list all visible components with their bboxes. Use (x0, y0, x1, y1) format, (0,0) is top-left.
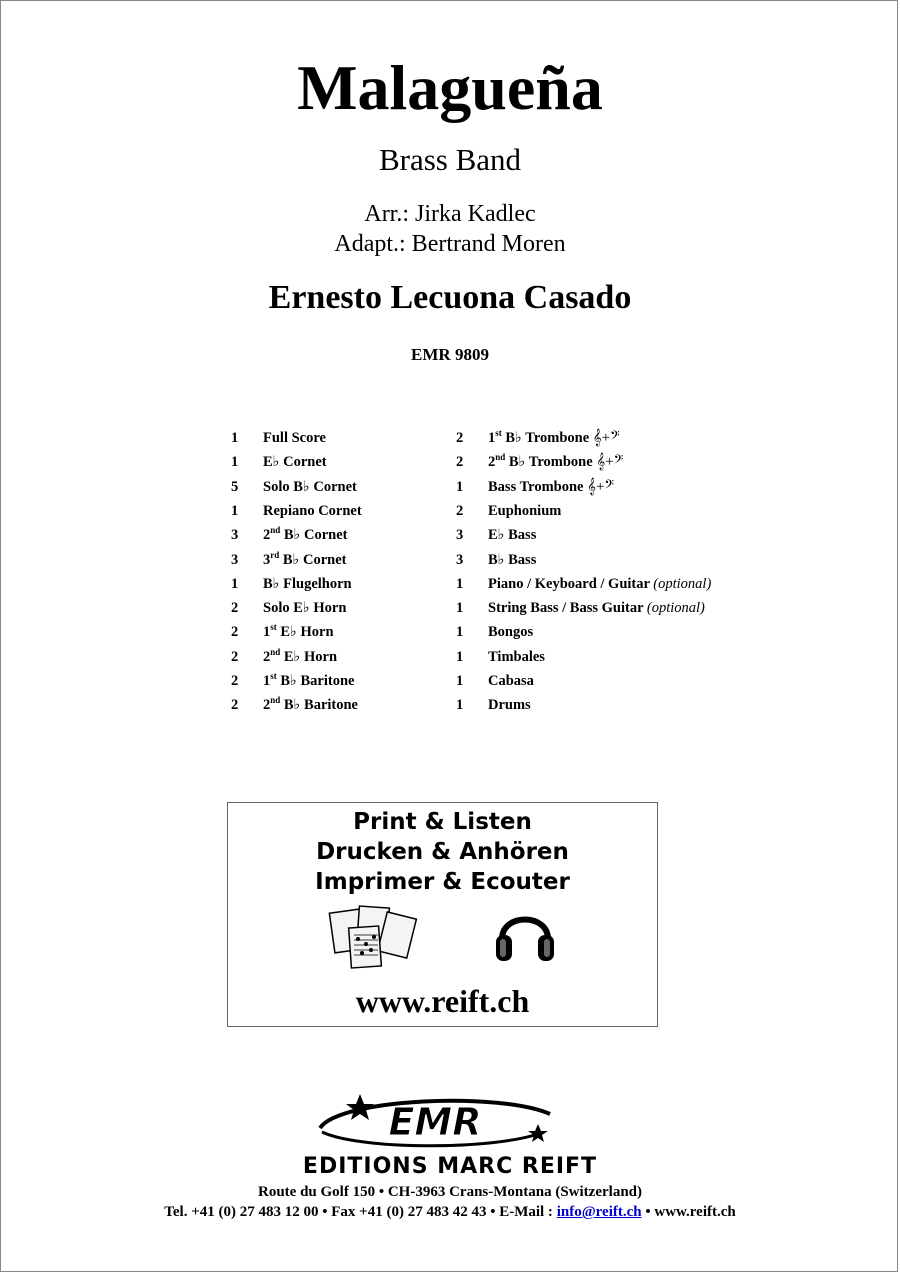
page-title: Malagueña (297, 52, 603, 123)
optional-note: (optional) (653, 575, 712, 592)
instrument-quantity: 1 (231, 502, 239, 519)
instrument-quantity: 1 (231, 575, 239, 592)
instrument-label: E♭ Cornet (263, 454, 327, 471)
logo-lettering: EMR (388, 1100, 482, 1144)
instrument-name (488, 645, 545, 669)
instrument-name (488, 693, 531, 717)
instrument-label: Drums (488, 697, 531, 714)
composer-name: Ernesto Lecuona Casado (268, 279, 632, 316)
instrument-label: Piano / Keyboard / Guitar (488, 575, 650, 592)
publisher-name: EDITIONS MARC REIFT (302, 1154, 598, 1179)
instrument-quantity: 1 (456, 697, 464, 714)
part-ordinal: 2 (263, 648, 271, 665)
instrument-name (488, 620, 533, 644)
optional-note: (optional) (646, 600, 705, 617)
part-ordinal: 1 (488, 430, 496, 446)
instrument-quantity: 5 (231, 478, 239, 495)
clef-icon: 𝄞+𝄢 (592, 430, 620, 446)
instrument-name (488, 475, 614, 499)
instrument-label: Solo E♭ Horn (263, 600, 347, 617)
instrument-name (488, 572, 711, 596)
part-ordinal: 2 (488, 454, 496, 471)
instrument-name (263, 475, 357, 499)
instrument-name (488, 548, 536, 572)
instrument-name (263, 426, 326, 450)
ordinal-suffix: st (495, 428, 502, 439)
instrument-quantity: 2 (231, 648, 239, 665)
instrument-quantity: 3 (456, 527, 464, 544)
instrument-label: Cabasa (488, 673, 534, 689)
sheet-music-icon (328, 903, 420, 973)
instrument-quantity: 1 (456, 673, 464, 689)
instrument-name (263, 669, 354, 693)
part-ordinal: 2 (263, 697, 271, 714)
adapter-credit: Adapt.: Bertrand Moren (334, 231, 566, 257)
instrument-label: E♭ Horn (283, 648, 338, 665)
instrument-quantity: 2 (456, 454, 464, 471)
instrument-name (263, 693, 358, 717)
instrument-quantity: 3 (456, 551, 464, 568)
part-ordinal: 1 (263, 624, 271, 641)
clef-icon: 𝄞+𝄢 (587, 478, 615, 495)
instrument-label: Full Score (263, 430, 326, 446)
instrument-name (263, 548, 347, 572)
instrument-name (488, 450, 623, 474)
instrument-quantity: 2 (231, 624, 239, 641)
instrument-name (488, 596, 705, 620)
headphones-icon (490, 899, 560, 969)
instrument-name (263, 572, 352, 596)
instrument-name (488, 426, 620, 450)
instrument-quantity: 1 (231, 454, 239, 471)
contact-phone-fax: Tel. +41 (0) 27 483 12 00 • Fax +41 (0) 27 483 42 43 • E-Mail : (164, 1204, 557, 1220)
arranger-credit: Arr.: Jirka Kadlec (364, 201, 536, 227)
instrument-name (488, 669, 534, 693)
instrument-name (488, 499, 561, 523)
ordinal-suffix: st (270, 622, 277, 633)
instrument-quantity: 2 (231, 697, 239, 714)
promo-line-french: Imprimer & Ecouter (315, 869, 570, 895)
ordinal-suffix: nd (495, 452, 506, 463)
ordinal-suffix: nd (270, 646, 281, 657)
catalog-number: EMR 9809 (411, 345, 489, 364)
promo-website: www.reift.ch (355, 983, 530, 1019)
instrument-label: E♭ Horn (280, 624, 334, 641)
instrument-label: B♭ Trombone (508, 454, 593, 471)
part-ordinal: 1 (263, 673, 271, 689)
ordinal-suffix: nd (270, 695, 281, 706)
instrument-name (488, 523, 536, 547)
emr-logo (300, 1088, 560, 1152)
instrument-label: E♭ Bass (488, 527, 537, 544)
instrument-name (263, 523, 348, 547)
instrument-label: B♭ Flugelhorn (263, 575, 352, 592)
instrument-label: B♭ Baritone (283, 697, 358, 714)
instrument-label: Bass Trombone (488, 478, 584, 495)
instrument-quantity: 1 (456, 624, 464, 641)
promo-line-german: Drucken & Anhören (316, 839, 569, 865)
instrument-name (263, 596, 346, 620)
instrument-label: B♭ Cornet (283, 527, 348, 544)
instrument-label: Bongos (488, 624, 534, 641)
instrument-name (263, 450, 327, 474)
instrument-quantity: 3 (231, 527, 239, 544)
instrument-quantity: 1 (456, 600, 464, 617)
instrument-label: Repiano Cornet (263, 502, 362, 519)
instrument-name (263, 645, 337, 669)
instrument-quantity: 2 (456, 502, 464, 519)
part-ordinal: 2 (263, 527, 271, 544)
ordinal-suffix: nd (270, 525, 281, 536)
ordinal-suffix: rd (270, 549, 280, 560)
instrument-label: B♭ Cornet (282, 551, 347, 568)
instrument-label: B♭ Trombone (505, 430, 590, 446)
publisher-address: Route du Golf 150 • CH-3963 Crans-Montana (Switzerland) (258, 1184, 642, 1200)
instrument-quantity: 3 (231, 551, 239, 568)
email-link[interactable]: info@reift.ch (556, 1204, 642, 1220)
instrument-name (263, 499, 362, 523)
contact-website: • www.reift.ch (641, 1204, 736, 1220)
instrument-name (263, 620, 334, 644)
instrument-label: Timbales (488, 648, 545, 665)
instrument-label: B♭ Bass (488, 551, 537, 568)
instrument-quantity: 1 (231, 430, 239, 446)
promo-line-english: Print & Listen (353, 809, 532, 835)
instrument-label: Euphonium (488, 502, 562, 519)
instrument-quantity: 1 (456, 575, 464, 592)
print-listen-box (227, 802, 658, 1027)
instrument-quantity: 2 (231, 673, 239, 689)
instrument-label: Solo B♭ Cornet (263, 478, 357, 495)
instrument-label: String Bass / Bass Guitar (488, 600, 644, 617)
part-ordinal: 3 (263, 551, 271, 568)
instrument-quantity: 1 (456, 478, 464, 495)
ordinal-suffix: st (270, 671, 277, 682)
ensemble-subtitle: Brass Band (378, 142, 522, 177)
instrument-quantity: 2 (231, 600, 239, 617)
publisher-contact (0, 1202, 900, 1222)
instrument-quantity: 1 (456, 648, 464, 665)
instrument-quantity: 2 (456, 430, 464, 446)
clef-icon: 𝄞+𝄢 (596, 454, 624, 471)
instrument-label: B♭ Baritone (280, 673, 355, 689)
